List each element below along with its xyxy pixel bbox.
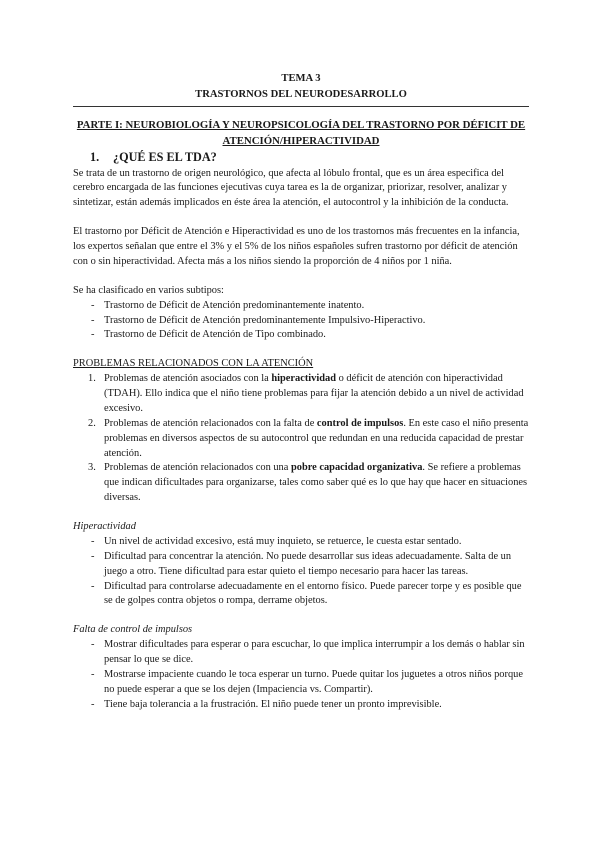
list-item: 2. Problemas de atención relacionados con la falta de control de impulsos. En este caso el niño presenta problemas en diversos aspectos de su autocontrol que redundan en una reducida capacidad de prestar atención. (88, 417, 529, 459)
impulsos-heading: Falta de control de impulsos (73, 624, 193, 636)
paragraph-prevalence: El trastorno por Déficit de Atención e Hiperactividad es uno de los trastornos más frecuentes en la infancia, los expertos señalan que entre el 3% y el 5% de los niños españoles sufren trastorno por déficit de atención con o sin hiperactividad. Afecta más a los niños siendo la proporción de 4 niños por 1 niña. (73, 226, 520, 267)
section-number: 1. (90, 150, 100, 165)
section-heading (90, 149, 529, 166)
bullet-dash: - (91, 668, 95, 680)
part-heading-line2: ATENCIÓN/HIPERACTIVIDAD (222, 134, 380, 147)
problems-heading: PROBLEMAS RELACIONADOS CON LA ATENCIÓN (73, 358, 314, 370)
document-page (73, 71, 529, 713)
part-heading (73, 117, 529, 149)
title-divider (73, 106, 529, 107)
subtypes-list (73, 299, 529, 344)
list-item: - Un nivel de actividad excesivo, está muy inquieto, se retuerce, le cuesta estar sentado. (73, 535, 529, 550)
list-item: - Dificultad para controlarse adecuadamente en el entorno físico. Puede parecer torpe y es posible que se de golpes contra objetos o rompa, derrame objetos. (91, 580, 522, 607)
part-heading-line1: PARTE I: NEUROBIOLOGÍA Y NEUROPSICOLOGÍA DEL TRASTORNO POR DÉFICIT DE (76, 118, 526, 131)
list-item: - Trastorno de Déficit de Atención predominantemente Impulsivo-Hiperactivo. (73, 314, 529, 329)
tema-label: TEMA 3 (281, 73, 321, 84)
bullet-dash: - (91, 299, 95, 311)
problems-list (73, 372, 529, 506)
paragraph-definition: Se trata de un trastorno de origen neurológico, que afecta al lóbulo frontal, que es un área especifica del cerebro encargada de las funciones ejecutivas cuya tarea es la de organizar, priorizar, resolver, analizar y sintetizar, están además implicados en éste área la atención, el autocontrol y la inhibición de la conducta. (73, 167, 509, 209)
list-item: - Mostrar dificultades para esperar o para escuchar, lo que implica interrumpir a los demás o hablar sin pensar lo que se dice. (91, 639, 525, 666)
bullet-dash: - (91, 314, 95, 326)
bullet-dash: - (91, 329, 95, 341)
list-item: - Trastorno de Déficit de Atención de Tipo combinado. (73, 328, 529, 343)
bullet-dash: - (91, 698, 95, 710)
doc-header (73, 71, 529, 103)
bullet-dash: - (91, 550, 95, 562)
impulsos-list (73, 638, 529, 712)
bullet-dash: - (91, 580, 95, 592)
list-item: - Dificultad para concentrar la atención. No puede desarrollar sus ideas adecuadamente. Salta de un juego a otro. Tiene dificultad para estar quieto el tiempo necesario para hacer las tareas. (91, 550, 512, 577)
list-item: 1. Problemas de atención asociados con la hiperactividad o déficit de atención con hiperactividad (TDAH). Ello indica que el niño tiene problemas para fijar la atención debido a un nivel de actividad excesivo. (88, 373, 524, 414)
list-item: 3. Problemas de atención relacionados con una pobre capacidad organizativa. Se refiere a problemas que indican dificultades para organizarse, tales como saber qué es lo que hay que hacer en situaciones diversas. (88, 462, 528, 504)
list-item: - Trastorno de Déficit de Atención predominantemente inatento. (73, 299, 529, 314)
section-title: ¿QUÉ ES EL TDA? (113, 150, 217, 165)
bullet-dash: - (91, 639, 95, 651)
bullet-dash: - (91, 535, 95, 547)
paragraph-subtypes-intro: Se ha clasificado en varios subtipos: (73, 284, 224, 296)
hiperactividad-heading: Hiperactividad (73, 521, 136, 533)
list-item: - Tiene baja tolerancia a la frustración. El niño puede tener un pronto imprevisible. (73, 698, 529, 713)
hiperactividad-list (73, 535, 529, 609)
doc-title: TRASTORNOS DEL NEURODESARROLLO (195, 88, 407, 100)
list-item: - Mostrarse impaciente cuando le toca esperar un turno. Puede quitar los juguetes a otros niños porque no puede esperar a que se los dejen (Impaciencia vs. Compartir). (91, 668, 523, 695)
